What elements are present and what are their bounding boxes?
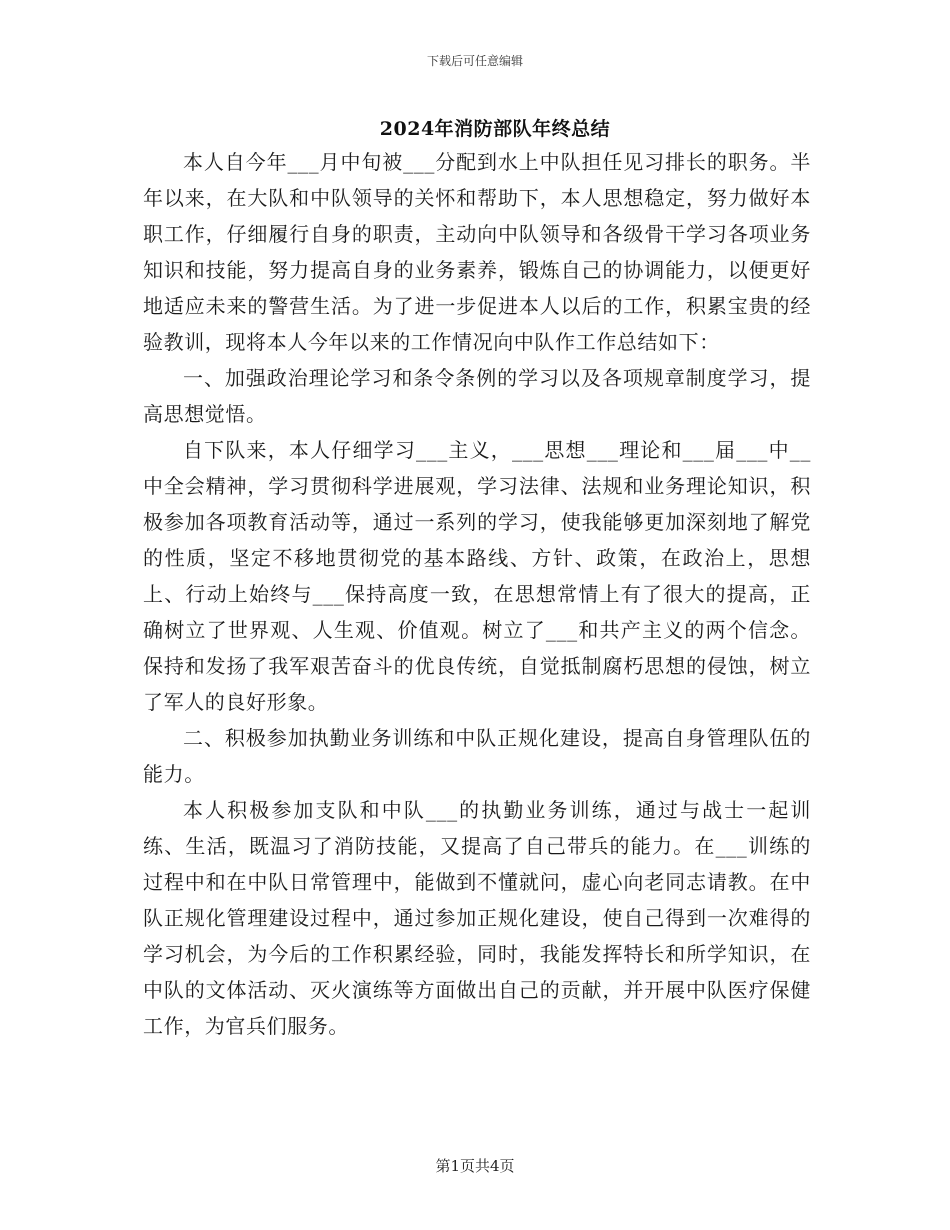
paragraph-intro: 本人自今年___月中旬被___分配到水上中队担任见习排长的职务。半年以来，在大队和中队领导的关怀和帮助下，本人思想稳定，努力做好本职工作，仔细履行自身的职责，主动向中队领导和各级骨干学习各项业务知识和技能，努力提高自身的业务素养，锻炼自己的协调能力，以便更好地适应未来的警营生活。为了进一步促进本人以后的工作，积累宝贵的经验教训，现将本人今年以来的工作情况向中队作工作总结如下： <box>143 150 811 354</box>
page-number: 第1页共4页 <box>435 1157 515 1175</box>
header-note: 下载后可任意编辑 <box>426 54 523 68</box>
section-heading-2: 二、积极参加执勤业务训练和中队正规化建设，提高自身管理队伍的能力。 <box>143 726 811 786</box>
paragraph-section-1: 自下队来，本人仔细学习___主义，___思想___理论和___届___中__中全会精神，学习贯彻科学进展观，学习法律、法规和业务理论知识，积极参加各项教育活动等，通过一系列的学习，使我能够更加深刻地了解党的性质，坚定不移地贯彻党的基本路线、方针、政策，在政治上，思想上、行动上始终与___保持高度一致，在思想常情上有了很大的提高，正确树立了世界观、人生观、价值观。树立了___和共产主义的两个信念。保持和发扬了我军艰苦奋斗的优良传统，自觉抵制腐朽思想的侵蚀，树立了军人的良好形象。 <box>143 438 811 714</box>
paragraph-section-2: 本人积极参加支队和中队___的执勤业务训练，通过与战士一起训练、生活，既温习了消防技能，又提高了自己带兵的能力。在___训练的过程中和在中队日常管理中，能做到不懂就问，虚心向老同志请教。在中队正规化管理建设过程中，通过参加正规化建设，使自己得到一次难得的学习机会，为今后的工作积累经验，同时，我能发挥特长和所学知识，在中队的文体活动、灭火演练等方面做出自己的贡献，并开展中队医疗保健工作，为官兵们服务。 <box>143 798 811 1038</box>
section-heading-1: 一、加强政治理论学习和条令条例的学习以及各项规章制度学习，提高思想觉悟。 <box>143 366 811 426</box>
document-title: 2024年消防部队年终总结 <box>379 118 611 140</box>
document-body <box>143 144 811 1044</box>
